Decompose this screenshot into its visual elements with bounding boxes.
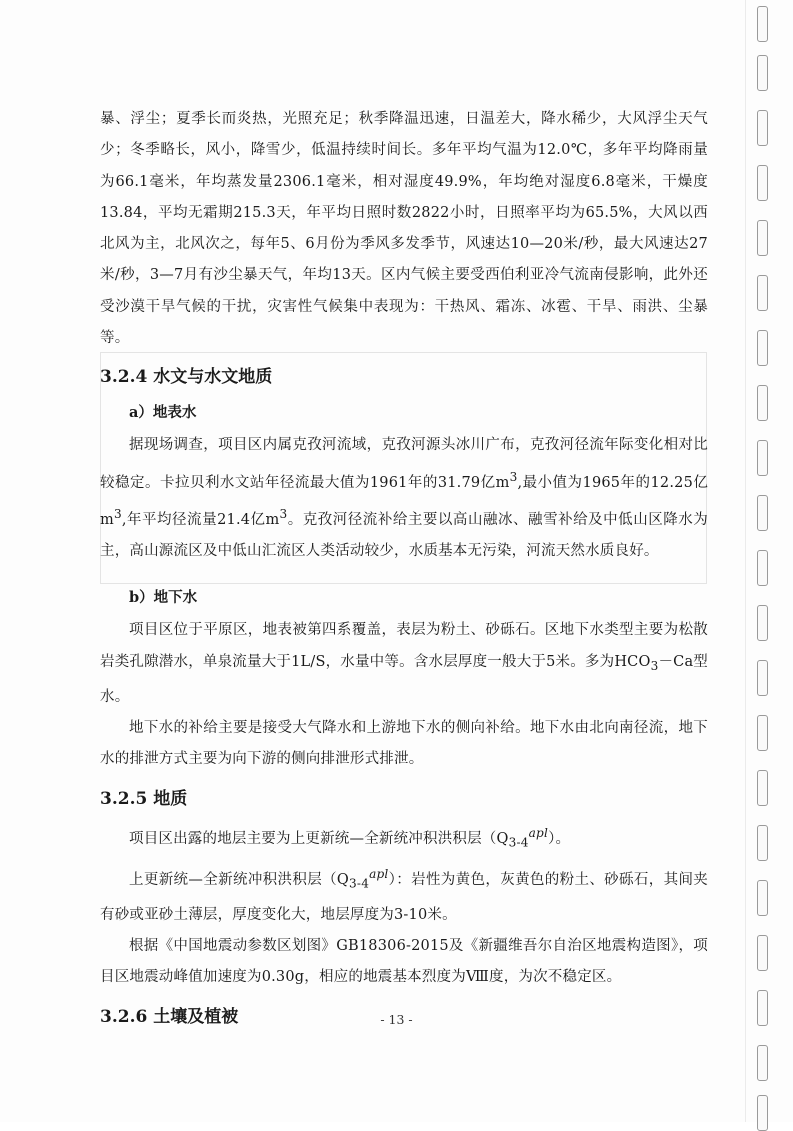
binding-hole (757, 165, 768, 201)
binding-hole (757, 935, 768, 971)
binding-hole (757, 495, 768, 531)
geology-paragraph-2: 上更新统—全新统冲积洪积层$(Q_{3-4}^{apl})$：岩性为黄色，灰黄色的粉土、砂砾石，其间夹有砂或亚砂土薄层，厚度变化大，地层厚度为3-10米。 (100, 866, 708, 923)
binding-hole (757, 660, 768, 696)
binding-hole (757, 6, 768, 42)
binding-hole (757, 55, 768, 91)
binding-hole (757, 330, 768, 366)
binding-hole (757, 1045, 768, 1081)
subheading-groundwater: b）地下水 (129, 589, 198, 607)
surface-water-paragraph: 据现场调查，项目区内属克孜河流域，克孜河源头冰川广布，克孜河径流年际变化相对比较稳定。卡拉贝利水文站年径流最大值为1961年的31.79亿$m^3$,最小值为1965年的12.25亿$m^3$,年平均径流量21.4亿$m^3$。克孜河径流补给主要以高山融冰、融雪补给及中低山区降水为主，高山源流区及中低山汇流区人类活动较少，水质基本无污染，河流天然水质良好。 (100, 437, 709, 559)
binding-hole (757, 110, 768, 146)
climate-paragraph: 暴、浮尘；夏季长而炎热，光照充足；秋季降温迅速，日温差大，降水稀少，大风浮尘天气少；冬季略长，风小，降雪少，低温持续时间长。多年平均气温为12.0℃，多年平均降雨量为66.1毫米，年均蒸发量2306.1毫米，相对湿度49.9%，年均绝对湿度6.8毫米，干燥度13.84，平均无霜期215.3天，年平均日照时数2822小时，日照率平均为65.5%，大风以西北风为主，北风次之，每年5、6月份为季风多发季节，风速达10—20米/秒，最大风速达27米/秒，3—7月有沙尘暴天气，年均13天。区内气候主要受西伯利亚冷气流南侵影响，此外还受沙漠干旱气候的干扰，灾害性气候集中表现为：干热风、霜冻、冰雹、干旱、雨洪、尘暴等。 (100, 111, 708, 347)
binding-hole (757, 880, 768, 916)
section-heading-hydrology: 3.2.4 水文与水文地质 (100, 367, 273, 388)
document-body (100, 104, 708, 1036)
binding-hole (757, 275, 768, 311)
binding-strip (757, 0, 775, 1122)
geology-paragraph-1: 项目区出露的地层主要为上更新统—全新统冲积洪积层$(Q_{3-4}^{apl})$。 (129, 825, 571, 850)
geology-paragraph-3: 根据《中国地震动参数区划图》GB18306-2015及《新疆维吾尔自治区地震构造图》，项目区地震动峰值加速度为0.30g，相应的地震基本烈度为Ⅷ度，为次不稳定区。 (100, 937, 708, 986)
binding-hole (757, 1095, 768, 1131)
groundwater-paragraph-2: 地下水的补给主要是接受大气降水和上游地下水的侧向补给。地下水由北向南径流，地下水的排泄方式主要为向下游的侧向排泄形式排泄。 (100, 720, 708, 768)
section-heading-geology: 3.2.5 地质 (100, 788, 188, 809)
binding-hole (757, 825, 768, 861)
binding-hole (757, 770, 768, 806)
page-edge-line (745, 0, 746, 1122)
binding-hole (757, 220, 768, 256)
binding-hole (757, 605, 768, 641)
binding-hole (757, 715, 768, 751)
groundwater-paragraph-1: 项目区位于平原区，地表被第四系覆盖，表层为粉土、砂砾石。区地下水类型主要为松散岩类孔隙潜水，单泉流量大于1L/S，水量中等。含水层厚度一般大于5米。多为$HCO_3-Ca$型水。 (100, 622, 708, 705)
subheading-surface-water: a）地表水 (129, 404, 197, 422)
page-number: - 13 - (380, 1012, 413, 1027)
binding-hole (757, 440, 768, 476)
binding-hole (757, 385, 768, 421)
binding-hole (757, 550, 768, 586)
section-heading-soil-vegetation: 3.2.6 土壤及植被 (100, 1006, 239, 1027)
